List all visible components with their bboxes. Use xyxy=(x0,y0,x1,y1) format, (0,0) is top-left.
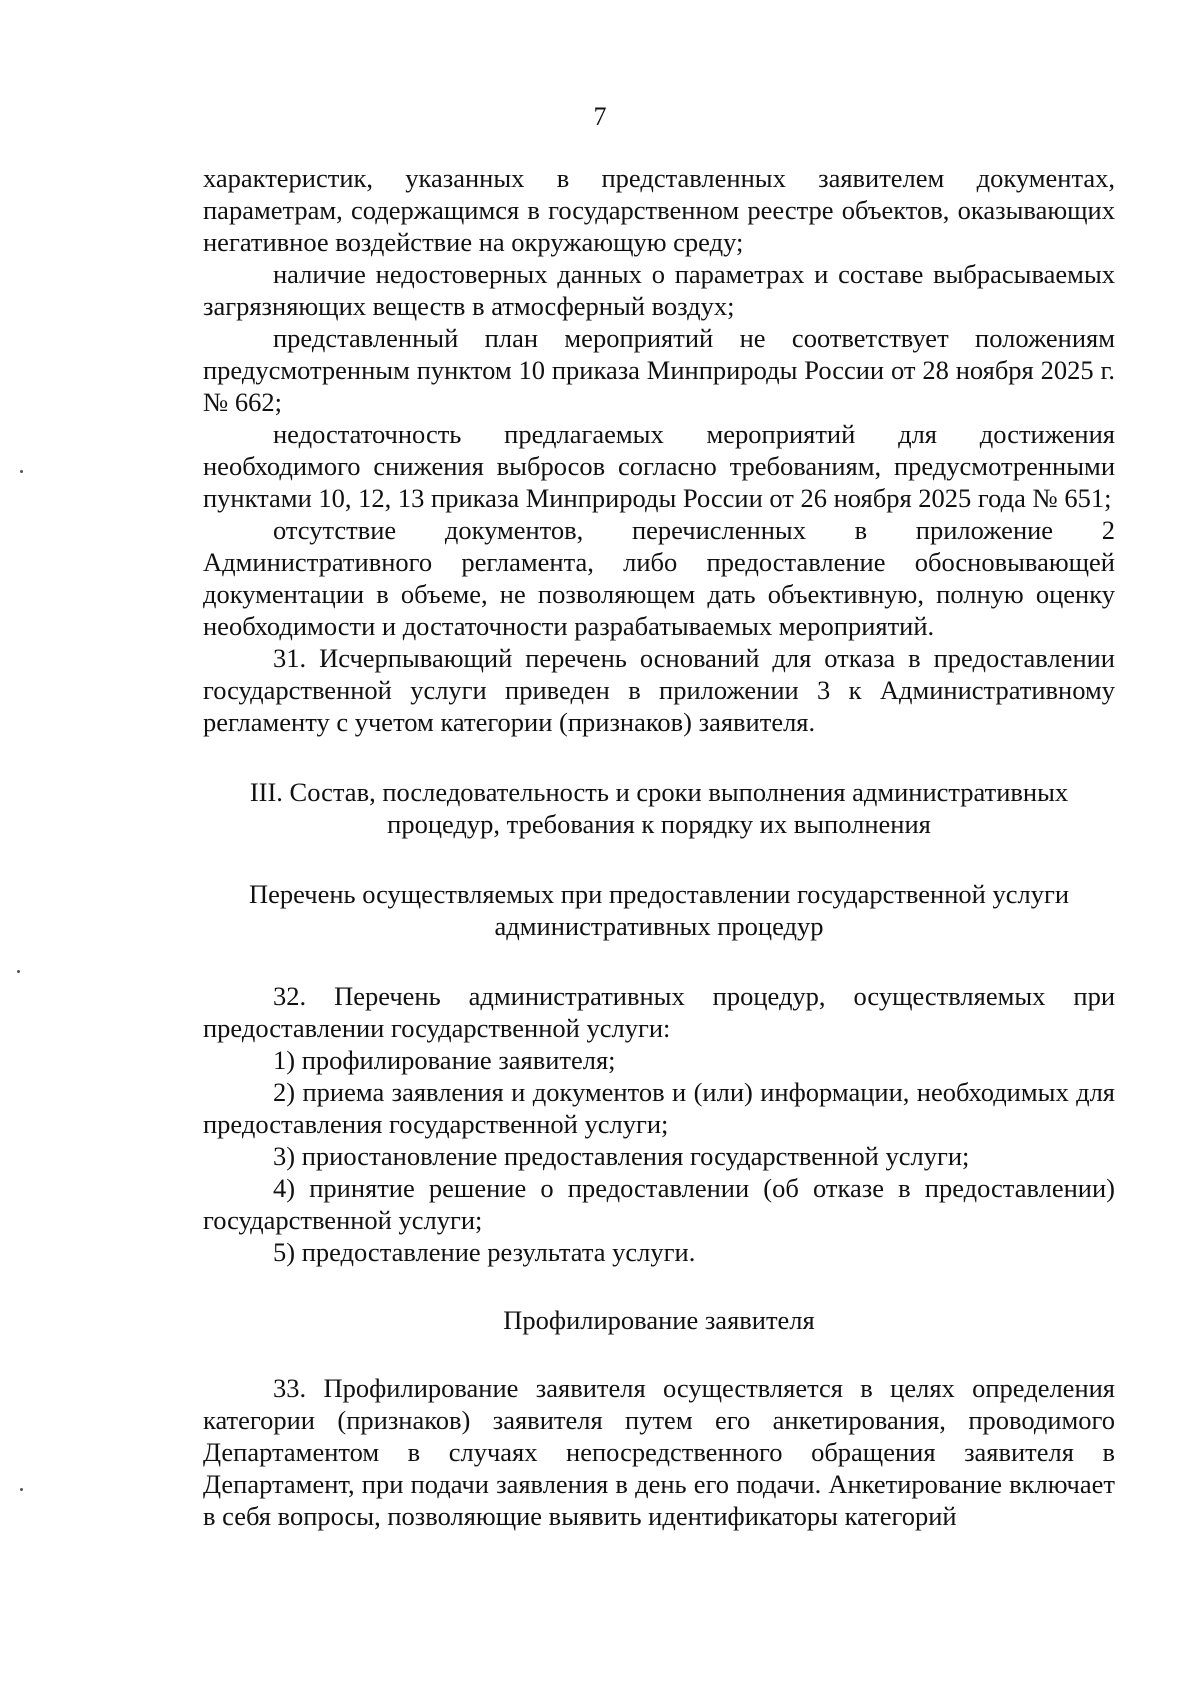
list-item: 2) приема заявления и документов и (или) информации, необходимых для предоставления государственной услуги; xyxy=(203,1077,1115,1139)
spacer xyxy=(203,1268,1115,1304)
scan-speck xyxy=(20,1488,23,1491)
paragraph-item: отсутствие документов, перечисленных в приложение 2 Административного регламента, либо предоставление обосновывающей документации в объеме, не позволяющем дать объективную, полную оценку необходимости и достаточности разрабатываемых мероприятий. xyxy=(203,515,1115,641)
subheading-profiling: Профилирование заявителя xyxy=(503,1305,815,1335)
scan-speck xyxy=(20,470,23,473)
paragraph-33: 33. Профилирование заявителя осуществляется в целях определения категории (признаков) заявителя путем его анкетирования, проводимого Департаментом в случаях непосредственного обращения заявителя в Департамент, при подачи заявления в день его подачи. Анкетирование включает в себя вопросы, позволяющие выявить идентификаторы категорий xyxy=(203,1373,1115,1531)
list-item: 3) приостановление предоставления государственной услуги; xyxy=(273,1141,970,1171)
list-item: 1) профилирование заявителя; xyxy=(273,1045,616,1075)
paragraph-31: 31. Исчерпывающий перечень оснований для отказа в предоставлении государственной услуги приведен в приложении 3 к Административному регламенту с учетом категории (признаков) заявителя. xyxy=(203,643,1115,737)
list-item: 5) предоставление результата услуги. xyxy=(273,1237,696,1267)
paragraph-item: представленный план мероприятий не соответствует положениям предусмотренным пунктом 10 приказа Минприроды России от 28 ноября 2025 г. № 662; xyxy=(203,323,1115,417)
subheading-procedures: Перечень осуществляемых при предоставлении государственной услуги административных процедур xyxy=(248,879,1069,941)
paragraph-continuation: характеристик, указанных в представленных заявителем документах, параметрам, содержащимся в государственном реестре объектов, оказывающих негативное воздействие на окружающую среду; xyxy=(203,163,1115,257)
paragraph-item: наличие недостоверных данных о параметрах и составе выбрасываемых загрязняющих веществ в атмосферный воздух; xyxy=(203,259,1115,321)
paragraph-item: недостаточность предлагаемых мероприятий для достижения необходимого снижения выбросов согласно требованиям, предусмотренными пунктами 10, 12, 13 приказа Минприроды России от 26 ноября 2025 года № 651; xyxy=(203,419,1115,513)
section-heading: III. Состав, последовательность и сроки выполнения административных процедур, требования к порядку их выполнения xyxy=(249,777,1069,839)
scan-speck xyxy=(17,970,20,973)
spacer xyxy=(203,840,1115,878)
page-number: 7 xyxy=(593,102,607,131)
spacer xyxy=(203,942,1115,980)
spacer xyxy=(203,738,1115,776)
spacer xyxy=(203,1336,1115,1372)
list-item: 4) принятие решение о предоставлении (об отказе в предоставлении) государственной услуги; xyxy=(203,1173,1115,1235)
document-body xyxy=(203,162,1115,1532)
paragraph-32: 32. Перечень административных процедур, осуществляемых при предоставлении государственной услуги: xyxy=(203,981,1115,1043)
